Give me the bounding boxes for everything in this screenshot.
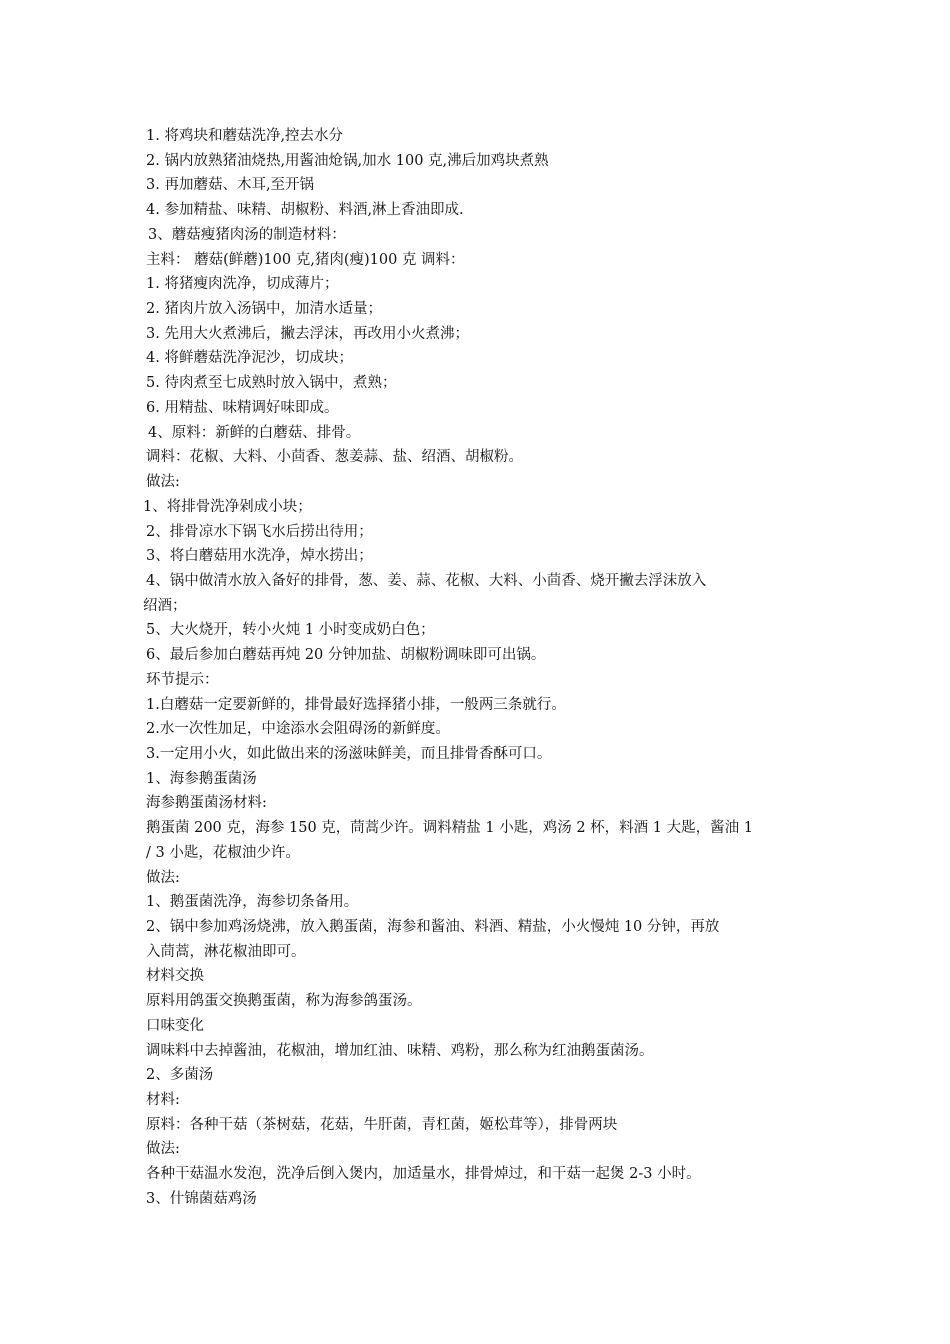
text-line: 做法: [146, 1141, 180, 1158]
text-line: 口味变化 [146, 1017, 204, 1034]
text-line: 做法: [146, 474, 180, 491]
text-line: 5、大火烧开，转小火炖 1 小时变成奶白色； [146, 622, 435, 639]
text-line: 入茼蒿，淋花椒油即可。 [146, 943, 306, 960]
text-line: 原料：各种干菇（茶树菇，花菇，牛肝菌，青杠菌，姬松茸等），排骨两块 [146, 1116, 618, 1133]
text-line: 6. 用精盐、味精调好味即成。 [146, 399, 339, 416]
text-line: 3、将白蘑菇用水洗净，焯水捞出； [146, 548, 373, 565]
section-heading: 2、多菌汤 [146, 1067, 214, 1084]
text-line: 3. 再加蘑菇、木耳,至开锅 [146, 177, 315, 194]
text-line: 2. 锅内放熟猪油烧热,用酱油炝锅,加水 100 克,沸后加鸡块煮熟 [146, 152, 549, 169]
text-line: 鹅蛋菌 200 克，海参 150 克，茼蒿少许。调料精盐 1 小匙，鸡汤 2 杯，料酒 1 大匙，酱油 1 [146, 820, 753, 837]
text-line: 材料交换 [146, 968, 204, 985]
text-line: 海参鹅蛋菌汤材料: [146, 795, 267, 812]
text-line: 各种干菇温水发泡，洗净后倒入煲内，加适量水，排骨焯过，和干菇一起煲 2-3 小时。 [146, 1166, 701, 1183]
text-line: 调料：花椒、大料、小茴香、葱姜蒜、盐、绍酒、胡椒粉。 [146, 449, 523, 466]
section-heading: 1、海参鹅蛋菌汤 [146, 770, 257, 787]
text-line: 3. 先用大火煮沸后，撇去浮沫，再改用小火煮沸； [146, 325, 469, 342]
text-line: 4. 参加精盐、味精、胡椒粉、料酒,淋上香油即成. [146, 202, 464, 219]
text-line: / 3 小匙，花椒油少许。 [146, 844, 300, 861]
section-heading: 4、原料：新鲜的白蘑菇、排骨。 [148, 424, 361, 441]
text-line: 环节提示： [146, 671, 219, 688]
text-line: 调味料中去掉酱油，花椒油，增加红油、味精、鸡粉，那么称为红油鹅蛋菌汤。 [146, 1042, 654, 1059]
text-line: 1.白蘑菇一定要新鲜的，排骨最好选择猪小排，一般两三条就行。 [146, 696, 566, 713]
text-line: 主料： 蘑菇(鲜蘑)100 克,猪肉(瘦)100 克 调料： [146, 251, 465, 268]
text-line: 绍酒； [143, 597, 187, 614]
text-line: 1、将排骨洗净剁成小块； [143, 498, 312, 515]
text-line: 做法: [146, 869, 180, 886]
text-line: 2、锅中参加鸡汤烧沸，放入鹅蛋菌，海参和酱油、料酒、精盐，小火慢炖 10 分钟，再放 [146, 919, 720, 935]
recipe-text-body [143, 124, 810, 1212]
text-line: 1. 将鸡块和蘑菇洗净,控去水分 [146, 128, 344, 144]
text-line: 5. 待肉煮至七成熟时放入锅中，煮熟； [146, 375, 397, 392]
section-heading: 3、蘑菇瘦猪肉汤的制造材料： [148, 226, 346, 243]
text-line: 2、排骨凉水下锅飞水后捞出待用； [146, 523, 373, 540]
text-line: 4. 将鲜蘑菇洗净泥沙，切成块； [146, 350, 353, 367]
text-line: 原料用鸽蛋交换鹅蛋菌，称为海参鸽蛋汤。 [146, 993, 422, 1010]
text-line: 1、鹅蛋菌洗净，海参切条备用。 [146, 894, 359, 911]
text-line: 材料: [146, 1092, 180, 1109]
section-heading: 3、什锦菌菇鸡汤 [146, 1190, 257, 1207]
text-line: 4、锅中做清水放入备好的排骨，葱、姜、蒜、花椒、大料、小茴香、烧开撇去浮沫放入 [146, 572, 707, 589]
text-line: 2. 猪肉片放入汤锅中，加清水适量； [146, 301, 382, 318]
text-line: 6、最后参加白蘑菇再炖 20 分钟加盐、胡椒粉调味即可出锅。 [146, 647, 546, 664]
text-line: 1. 将猪瘦肉洗净，切成薄片； [146, 276, 339, 293]
text-line: 2.水一次性加足，中途添水会阻碍汤的新鲜度。 [146, 721, 450, 738]
text-line: 3.一定用小火，如此做出来的汤滋味鲜美，而且排骨香酥可口。 [146, 745, 552, 762]
